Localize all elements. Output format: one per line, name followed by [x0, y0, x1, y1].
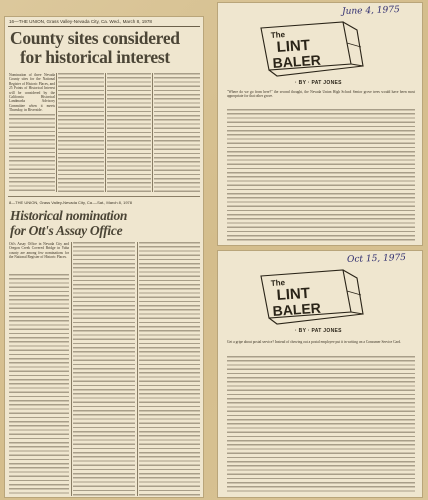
column2-lead-paragraph: Get a gripe about postal service? Instead of chewing out a postal employee put it in writing on a Consumer Service Card. [227, 340, 402, 344]
lint-baler-logo-icon [247, 16, 367, 78]
svg-text:BALER: BALER [272, 299, 322, 319]
column-rule [56, 73, 57, 192]
article2-lead-paragraph: Ott's Assay Office in Nevada City and Oregon Creek Covered Bridge in Yuba county are among few nominations for the National Register of Historic Places. [9, 242, 69, 260]
article2-column-1 [9, 274, 69, 496]
svg-text:LINT: LINT [276, 284, 311, 304]
lint-baler-clipping-2 [217, 250, 423, 498]
svg-text:LINT: LINT [276, 36, 311, 56]
byline-1: · BY · PAT JONES [295, 80, 342, 86]
headline-otts-assay [10, 208, 200, 238]
svg-text:The: The [270, 278, 286, 288]
headline-line-1: County sites considered [10, 28, 180, 48]
column-rule [152, 73, 153, 192]
headline2-line-1: Historical nomination [10, 208, 128, 223]
byline-2: · BY · PAT JONES [295, 328, 342, 334]
article-column-1 [9, 114, 55, 192]
column2-body [227, 356, 415, 492]
svg-text:The: The [270, 30, 286, 40]
lint-baler-logo-icon [247, 264, 367, 326]
column1-lead-paragraph: "Where do we go from here?" the second thought, the Nevada Union High School Senior grove trees would have been most appropriate for that other grove. [227, 90, 415, 99]
handwritten-date-2: Oct 15, 1975 [346, 252, 407, 266]
folio-rule [8, 26, 200, 27]
column1-body [227, 109, 415, 241]
headline-county-sites [10, 29, 200, 67]
headline2-line-2: for Ott's Assay Office [10, 223, 123, 238]
column-rule [71, 242, 72, 496]
column-rule [137, 242, 138, 496]
handwritten-date-1: June 4, 1975 [341, 4, 400, 18]
lint-baler-logo-1 [247, 16, 367, 78]
clipping-folio: 16—THE UNION, Grass Valley-Nevada City, Ca. Wed., March 8, 1978 [9, 19, 152, 24]
headline-line-2: for historical interest [20, 47, 170, 67]
left-clipping [4, 16, 204, 498]
svg-text:BALER: BALER [272, 51, 322, 71]
article2-column-3 [139, 242, 200, 496]
lint-baler-logo-2 [247, 264, 367, 326]
column-rule [105, 73, 106, 192]
lint-baler-clipping-1 [217, 2, 423, 246]
article2-column-2 [73, 242, 135, 496]
story-divider [8, 196, 200, 197]
article-column-4 [154, 73, 200, 192]
second-folio: 8—THE UNION, Grass Valley-Nevada City, Ca.—Sat., March 8, 1978 [9, 200, 133, 205]
article-lead-paragraph: Nomination of three Nevada County sites for the National Register of Historic Places, and 25 Points of Historical Interest will be considered by the California Historical Landmarks Advisory Committee when it meets Thursday, in Riverside. [9, 73, 55, 113]
article-column-3 [107, 73, 151, 192]
article-column-2 [58, 73, 104, 192]
